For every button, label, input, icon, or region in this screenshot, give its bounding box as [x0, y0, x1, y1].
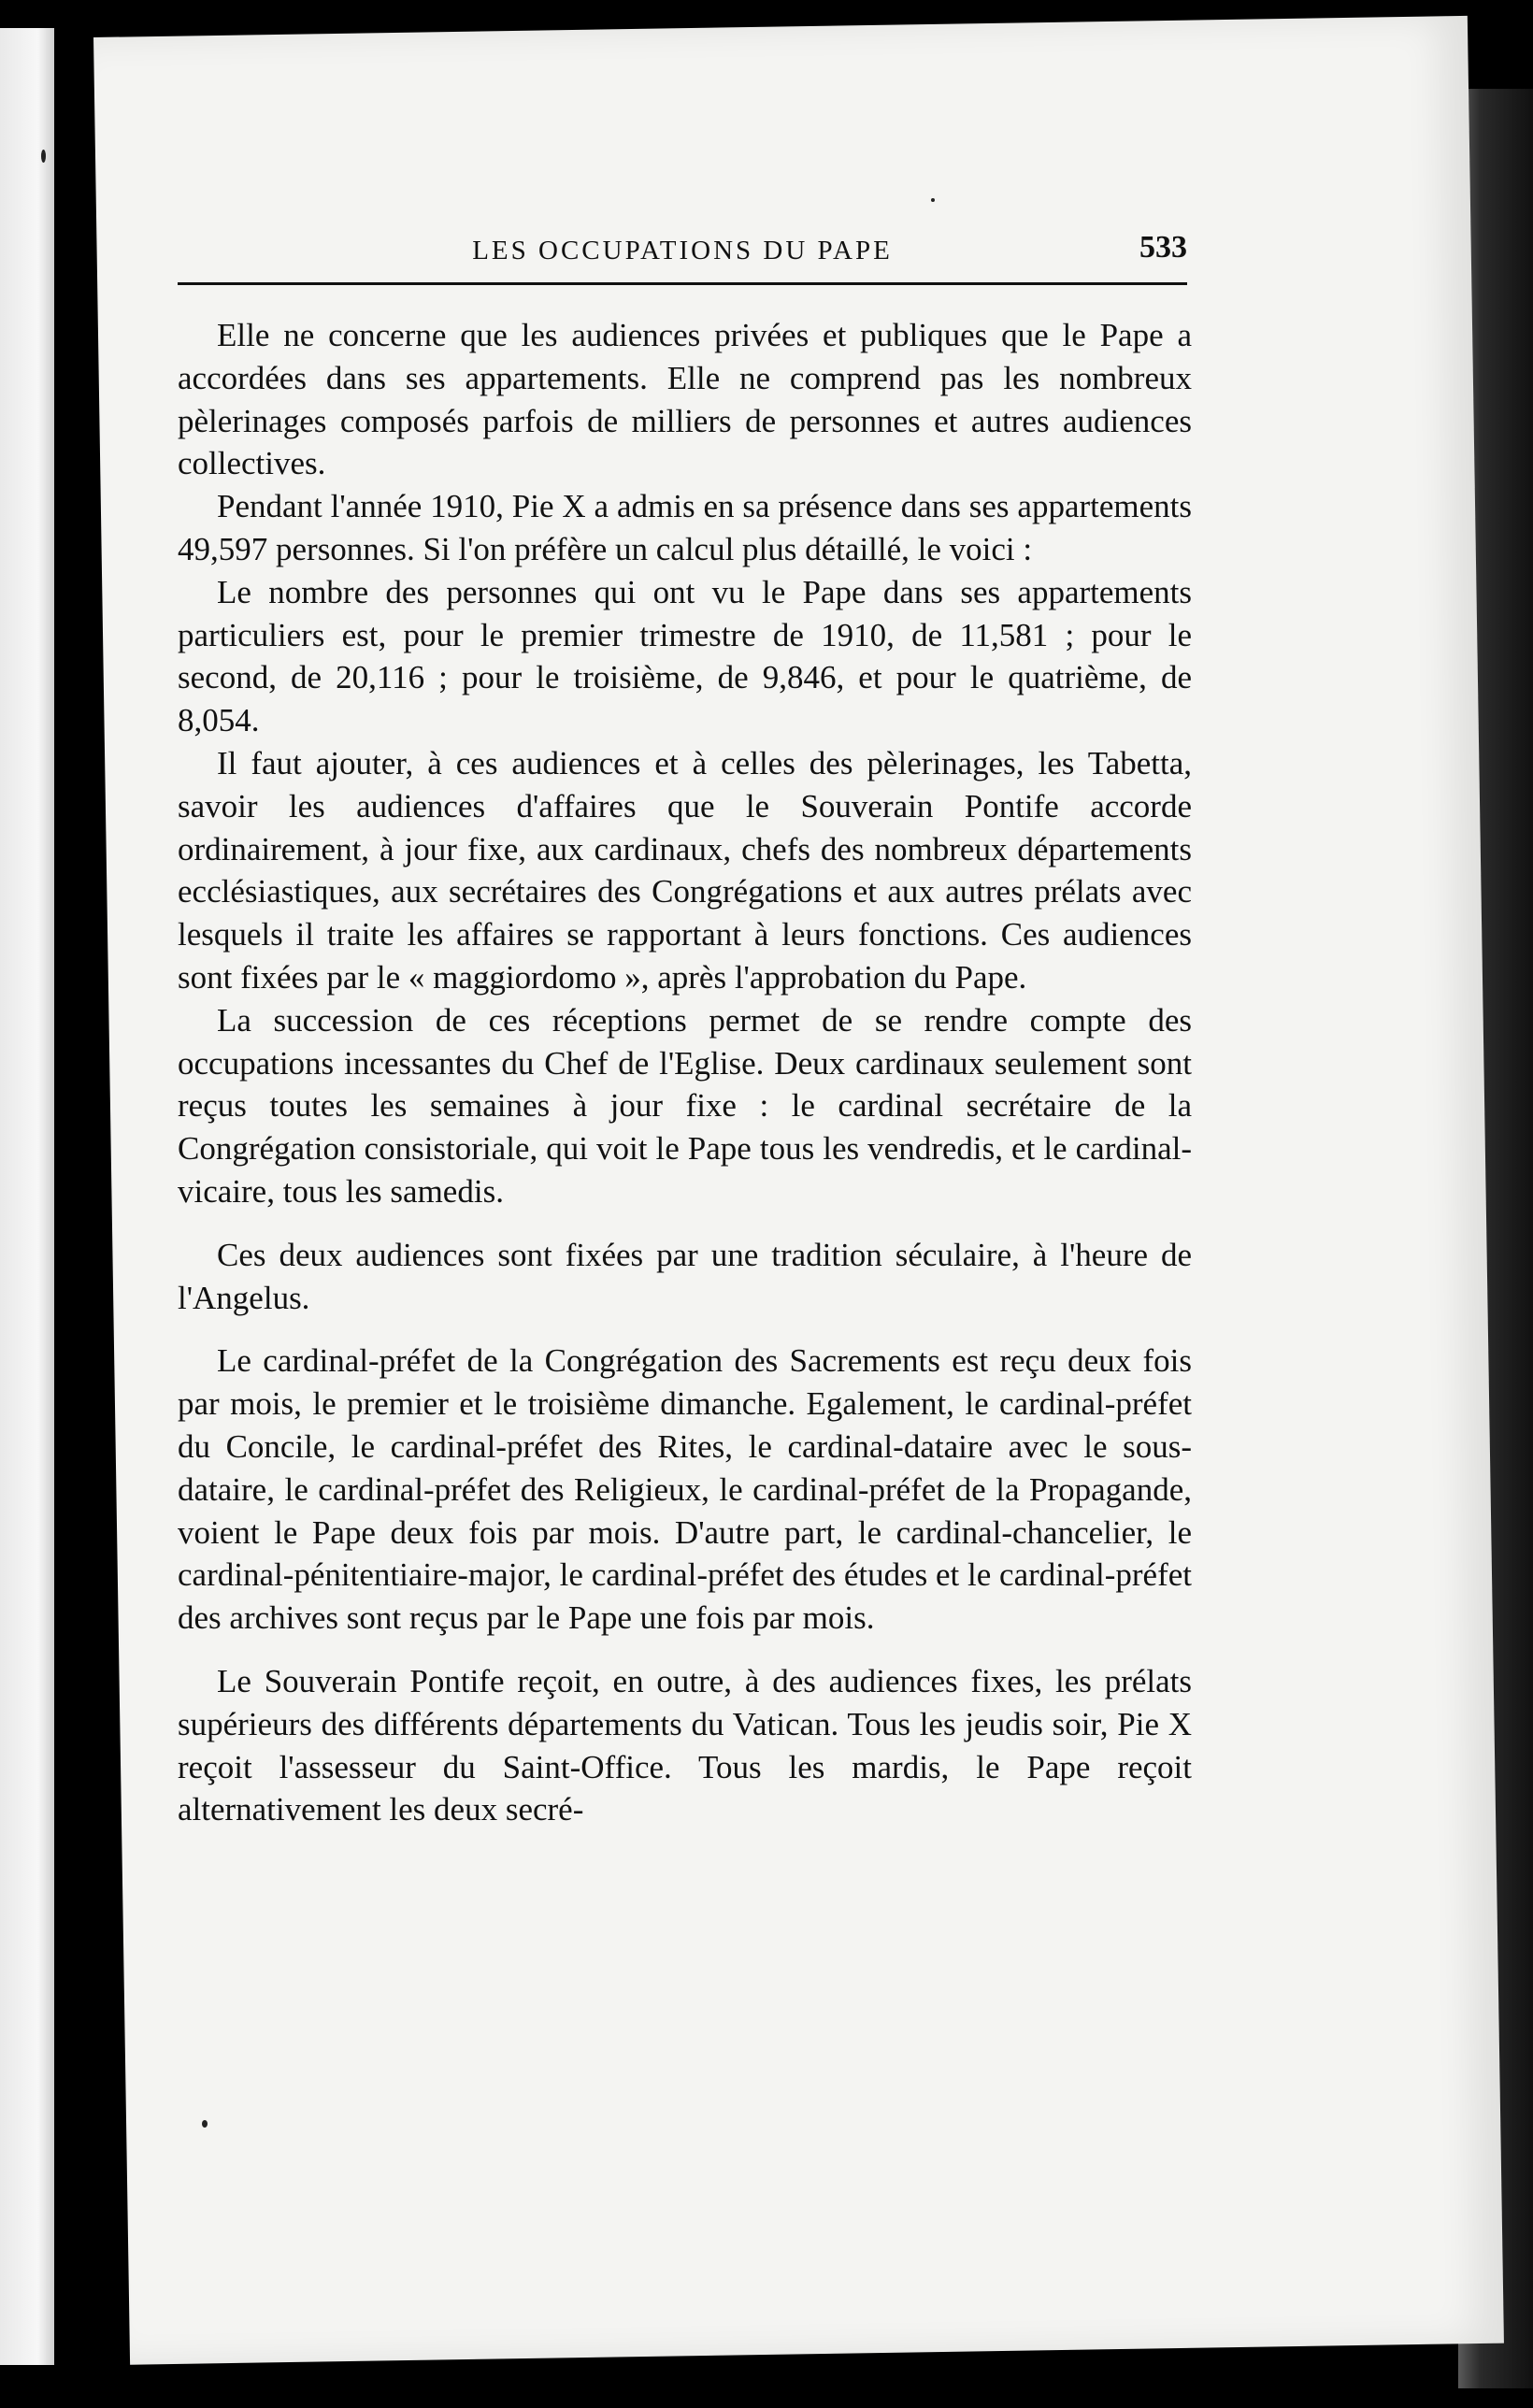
body-text [178, 314, 1192, 1831]
page-number: 533 [1139, 230, 1187, 265]
paragraph-5: La succession de ces réceptions permet de se rendre compte des occupations incessantes du Chef de l'Eglise. Deux cardinaux seulement sont reçus toutes les semaines à jour fixe : le cardinal secrétaire de la Congrégation consistoriale, qui voit le Pape tous les vendredis, et le cardinal-vicaire, tous les samedis. [178, 1001, 1192, 1210]
paragraph-8: Le Souverain Pontife reçoit, en outre, à des audiences fixes, les prélats supérieurs des différents départements du Vatican. Tous les jeudis soir, Pie X reçoit l'assesseur du Saint-Office. Tous les mardis, le Pape reçoit alternativement les deux secré- [178, 1662, 1192, 1828]
paragraph-2: Pendant l'année 1910, Pie X a admis en sa présence dans ses appartements 49,597 personnes. Si l'on préfère un calcul plus détaillé, le voici : [178, 488, 1192, 567]
running-head: LES OCCUPATIONS DU PAPE [472, 236, 893, 265]
specks [202, 2120, 208, 2128]
paragraph-6: Ces deux audiences sont fixées par une tradition séculaire, à l'heure de l'Angelus. [178, 1236, 1192, 1316]
paragraph-3: Le nombre des personnes qui ont vu le Pape dans ses appartements particuliers est, pour le premier trimestre de 1910, de 11,581 ; pour le second, de 20,116 ; pour le troisième, de 9,846, et pour le quatrième, de 8,054. [178, 573, 1192, 739]
page-header [178, 228, 1187, 294]
specks [931, 198, 935, 202]
specks [41, 150, 46, 163]
paragraph-7: Le cardinal-préfet de la Congrégation des Sacrements est reçu deux fois par mois, le premier et le troisième dimanche. Egalement, le cardinal-préfet du Concile, le cardinal-préfet des Rites, le cardinal-dataire avec le sous-dataire, le cardinal-préfet des Religieux, le cardinal-préfet de la Propagande, voient le Pape deux fois par mois. D'autre part, le cardinal-chancelier, le cardinal-pénitentiaire-major, le cardinal-préfet des études et le cardinal-préfet des archives sont reçus par le Pape une fois par mois. [178, 1342, 1192, 1637]
paragraph-1: Elle ne concerne que les audiences privées et publiques que le Pape a accordées dans ses appartements. Elle ne comprend pas les nombreux pèlerinages composés parfois de milliers de personnes et autres audiences collectives. [178, 317, 1192, 482]
paragraph-4: Il faut ajouter, à ces audiences et à celles des pèlerinages, les Tabetta, savoir les audiences d'affaires que le Souverain Pontife accorde ordinairement, à jour fixe, aux cardinaux, chefs des nombreux départements ecclésiastiques, aux secrétaires des Congrégations et aux autres prélats avec lesquels il traite les affaires se rapportant à leurs fonctions. Ces audiences sont fixées par le « maggiordomo », après l'approbation du Pape. [178, 744, 1192, 996]
header-rule [178, 282, 1187, 285]
facing-page-edge [0, 28, 54, 2365]
